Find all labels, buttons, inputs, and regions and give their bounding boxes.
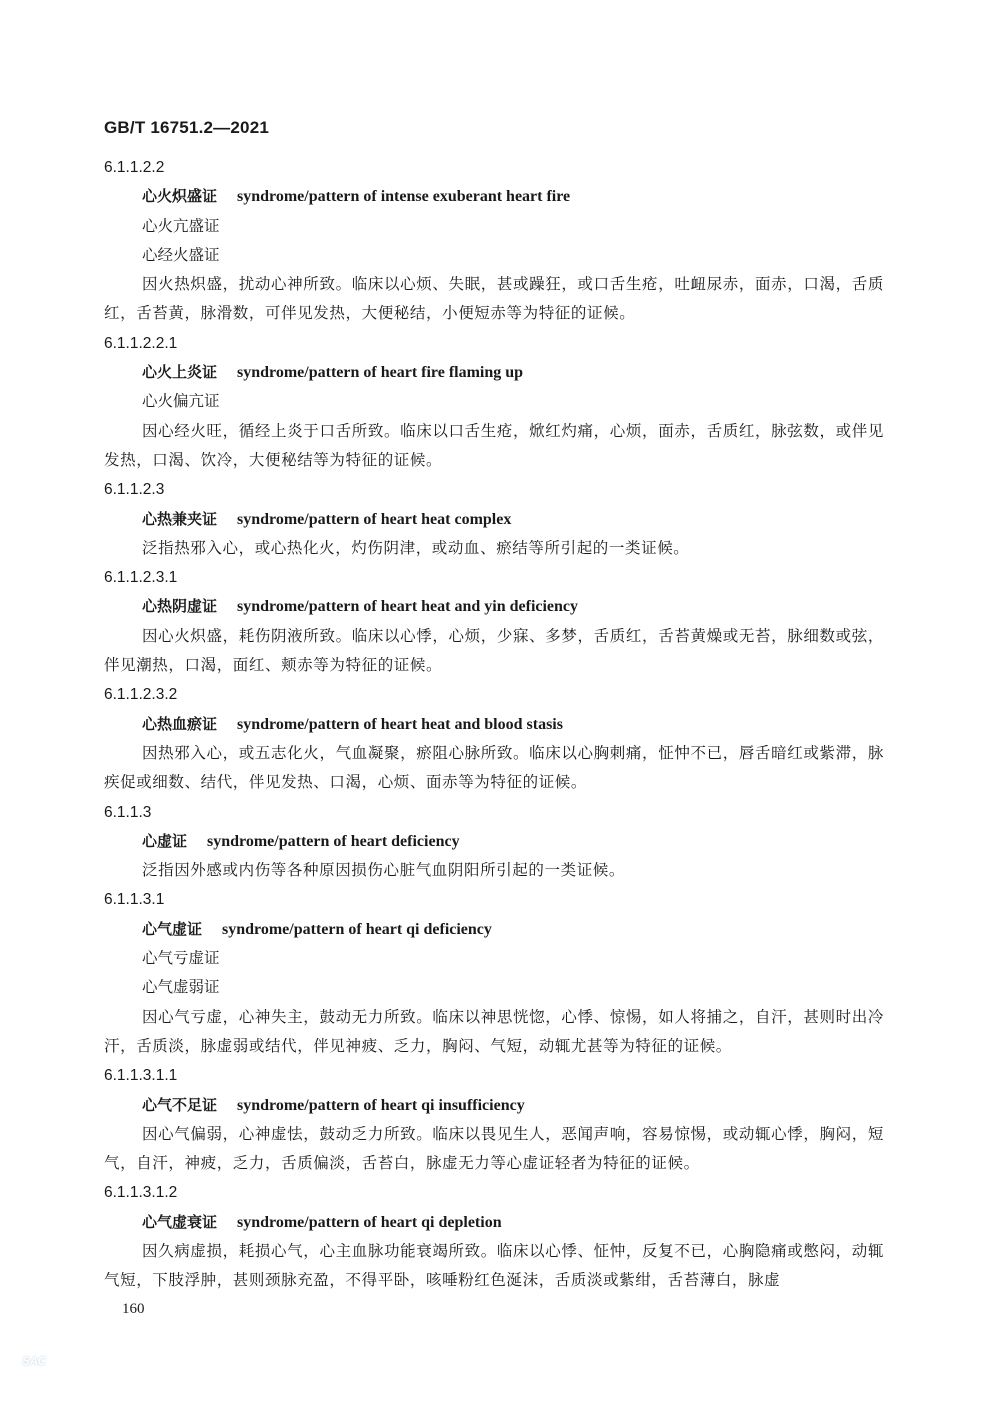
- entry-term: [104, 1208, 884, 1237]
- entry-term: [104, 915, 884, 944]
- entry-number: 6.1.1.2.2.1: [104, 334, 178, 352]
- term-chinese: 心热阴虚证: [142, 597, 218, 616]
- term-entry: [104, 885, 884, 1061]
- term-chinese: 心气不足证: [142, 1095, 218, 1114]
- entry-number: 6.1.1.2.3: [104, 481, 165, 499]
- entry-term: [104, 592, 884, 621]
- term-english: syndrome/pattern of heart qi deficiency: [222, 920, 492, 938]
- term-english: syndrome/pattern of heart heat complex: [237, 510, 512, 528]
- entry-synonym: 心火偏亢证: [142, 392, 220, 411]
- term-chinese: 心火上炎证: [142, 363, 218, 382]
- term-entry: [104, 1178, 884, 1295]
- term-english: syndrome/pattern of heart qi depletion: [237, 1213, 502, 1231]
- term-entry: [104, 1061, 884, 1178]
- page-number: 160: [122, 1301, 145, 1317]
- entry-number: 6.1.1.3.1.1: [104, 1067, 178, 1085]
- term-entry: [104, 475, 884, 563]
- term-chinese: 心气虚衰证: [142, 1212, 218, 1231]
- entry-number: 6.1.1.3: [104, 803, 152, 821]
- entry-synonym: 心火亢盛证: [142, 216, 220, 235]
- entry-number: 6.1.1.2.3.2: [104, 686, 178, 704]
- entry-definition: 因热邪入心，或五志化火，气血凝聚，瘀阻心脉所致。临床以心胸刺痛，怔忡不已，唇舌暗红或紫滞，脉疾促或细数、结代，伴见发热、口渴，心烦、面赤等为特征的证候。: [104, 743, 884, 792]
- standard-code: GB/T 16751.2—2021: [104, 118, 269, 137]
- term-entry: [104, 563, 884, 680]
- term-entry: [104, 153, 884, 329]
- entry-definition: 泛指热邪入心，或心热化火，灼伤阴津，或动血、瘀结等所引起的一类证候。: [142, 538, 690, 557]
- term-english: syndrome/pattern of heart heat and blood stasis: [237, 715, 563, 733]
- entry-number: 6.1.1.2.3.1: [104, 569, 178, 587]
- term-english: syndrome/pattern of heart deficiency: [207, 832, 460, 850]
- entry-number: 6.1.1.2.2: [104, 159, 165, 176]
- term-chinese: 心热血瘀证: [142, 714, 218, 733]
- entry-definition: 因心火炽盛，耗伤阴液所致。临床以心悸，心烦，少寐、多梦，舌质红，舌苔黄燥或无苔，脉细数或弦，伴见潮热，口渴，面红、颊赤等为特征的证候。: [104, 626, 884, 675]
- entry-definition: 泛指因外感或内伤等各种原因损伤心脏气血阴阳所引起的一类证候。: [142, 861, 626, 880]
- entry-synonym: 心气虚弱证: [142, 978, 220, 997]
- term-chinese: 心火炽盛证: [142, 187, 218, 206]
- sac-logo: SAC: [22, 1354, 46, 1368]
- term-entry: [104, 329, 884, 475]
- entry-number: 6.1.1.3.1.2: [104, 1184, 178, 1202]
- entry-term: [104, 505, 884, 534]
- document-body: [104, 153, 884, 1296]
- term-chinese: 心热兼夹证: [142, 509, 218, 528]
- entry-term: [104, 182, 884, 211]
- entry-term: [104, 710, 884, 739]
- entry-synonym: 心经火盛证: [142, 245, 220, 264]
- term-chinese: 心虚证: [142, 831, 188, 850]
- entry-definition: 因久病虚损，耗损心气，心主血脉功能衰竭所致。临床以心悸、怔忡，反复不已，心胸隐痛或憋闷，动辄气短，下肢浮肿，甚则颈脉充盈，不得平卧，咳唾粉红色涎沫，舌质淡或紫绀，舌苔薄白，脉虚: [104, 1241, 884, 1290]
- term-english: syndrome/pattern of heart qi insufficiency: [237, 1096, 525, 1114]
- entry-number: 6.1.1.3.1: [104, 891, 165, 909]
- entry-definition: 因心经火旺，循经上炎于口舌所致。临床以口舌生疮，焮红灼痛，心烦，面赤，舌质红，脉弦数，或伴见发热，口渴、饮冷，大便秘结等为特征的证候。: [104, 421, 884, 469]
- term-english: syndrome/pattern of heart fire flaming up: [237, 364, 524, 382]
- term-chinese: 心气虚证: [142, 919, 203, 938]
- entry-definition: 因心气偏弱，心神虚怯，鼓动乏力所致。临床以畏见生人，恶闻声响，容易惊惕，或动辄心悸，胸闷，短气，自汗，神疲，乏力，舌质偏淡，舌苔白，脉虚无力等心虚证轻者为特征的证候。: [104, 1124, 884, 1173]
- term-english: syndrome/pattern of intense exuberant heart fire: [237, 188, 571, 206]
- entry-definition: 因心气亏虚，心神失主，鼓动无力所致。临床以神思恍惚，心悸、惊惕，如人将捕之，自汗，甚则时出冷汗，舌质淡，脉虚弱或结代，伴见神疲、乏力，胸闷、气短，动辄尤甚等为特征的证候。: [104, 1007, 884, 1055]
- term-english: syndrome/pattern of heart heat and yin deficiency: [237, 598, 579, 616]
- entry-definition: 因火热炽盛，扰动心神所致。临床以心烦、失眠，甚或躁狂，或口舌生疮，吐衄尿赤，面赤，口渴，舌质红，舌苔黄，脉滑数，可伴见发热，大便秘结，小便短赤等为特征的证候。: [104, 275, 884, 323]
- entry-synonym: 心气亏虚证: [142, 949, 220, 968]
- term-entry: [104, 680, 884, 797]
- entry-term: [104, 358, 884, 387]
- term-entry: [104, 798, 884, 886]
- entry-term: [104, 1091, 884, 1120]
- entry-term: [104, 827, 884, 856]
